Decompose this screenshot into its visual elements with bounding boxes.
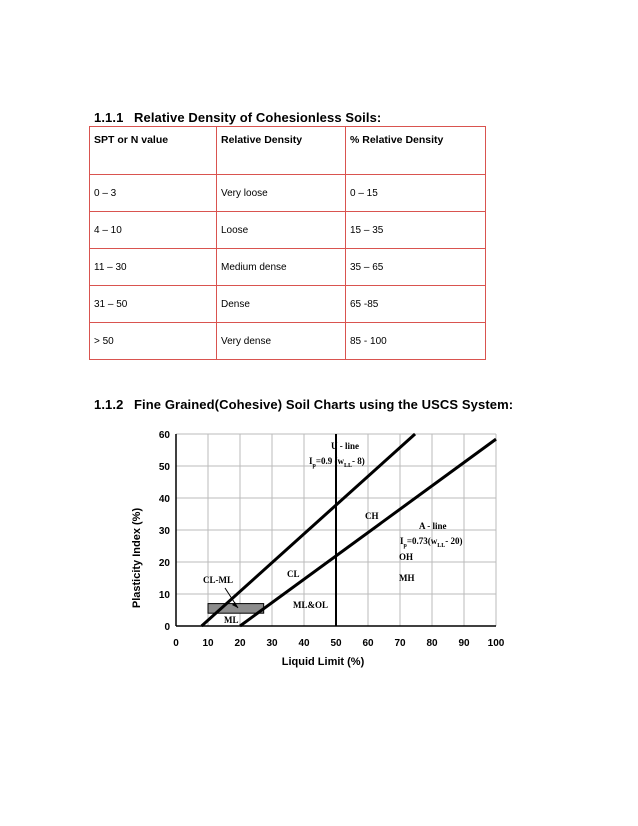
table-cell: Very dense [217,323,346,360]
section-title: Fine Grained(Cohesive) Soil Charts using the USCS System: [134,397,514,412]
table-cell: Very loose [217,175,346,212]
y-tick-label: 10 [158,590,170,601]
mh-label: MH [399,573,415,583]
table-row [90,175,486,212]
x-tick-label: 0 [173,638,179,649]
table-header-cell: Relative Density [217,127,346,175]
y-axis-label: Plasticity Index (%) [131,507,143,609]
x-tick-label: 20 [234,638,246,649]
ch-label: CH [365,511,379,521]
table-cell: 4 – 10 [90,212,217,249]
y-tick-label: 40 [158,494,170,505]
u-line-title: U - line [331,441,359,451]
table-cell: > 50 [90,323,217,360]
section-title: Relative Density of Cohesionless Soils: [134,110,382,125]
cl-label: CL [287,569,300,579]
table-header-row [90,127,486,175]
x-tick-label: 50 [330,638,342,649]
table-row [90,249,486,286]
table-cell: 65 -85 [346,286,486,323]
a-line-title: A - line [419,521,447,531]
x-tick-label: 100 [487,638,505,649]
y-tick-label: 30 [158,526,170,537]
table-cell: 85 - 100 [346,323,486,360]
table-header-cell: SPT or N value [90,127,217,175]
x-tick-label: 10 [202,638,214,649]
section-number: 1.1.2 [94,397,124,412]
table-cell: 0 – 15 [346,175,486,212]
table-header-cell: % Relative Density [346,127,486,175]
ml-ol-label: ML&OL [293,600,328,610]
cl-ml-label: CL-ML [203,575,233,585]
relative-density-table [89,126,486,360]
x-tick-label: 60 [362,638,374,649]
table-cell: Loose [217,212,346,249]
table-cell: 15 – 35 [346,212,486,249]
x-tick-label: 90 [458,638,470,649]
y-tick-label: 0 [164,622,170,633]
table-cell: 11 – 30 [90,249,217,286]
section-number: 1.1.1 [94,110,124,125]
table-row [90,286,486,323]
table-row [90,212,486,249]
section-heading-uscs-chart [94,397,513,412]
oh-label: OH [399,552,414,562]
table-cell: 0 – 3 [90,175,217,212]
u-line-equation: $I_p=0.9$ ($w_{LL}-$ 8) [309,456,365,469]
table-row [90,323,486,360]
y-tick-label: 60 [158,430,170,441]
table-cell: 35 – 65 [346,249,486,286]
a-line-equation: $I_p=0.73(w_{LL}-$ 20) [400,536,463,549]
table-cell: Medium dense [217,249,346,286]
x-axis-label: Liquid Limit (%) [281,656,365,668]
section-heading-relative-density [94,110,381,125]
x-tick-label: 70 [394,638,406,649]
plasticity-chart [113,418,523,670]
x-tick-label: 30 [266,638,278,649]
table-cell: 31 – 50 [90,286,217,323]
y-tick-label: 50 [158,462,170,473]
x-tick-label: 80 [426,638,438,649]
y-tick-label: 20 [158,558,170,569]
x-tick-label: 40 [298,638,310,649]
ml-label: ML [224,615,239,625]
table-cell: Dense [217,286,346,323]
